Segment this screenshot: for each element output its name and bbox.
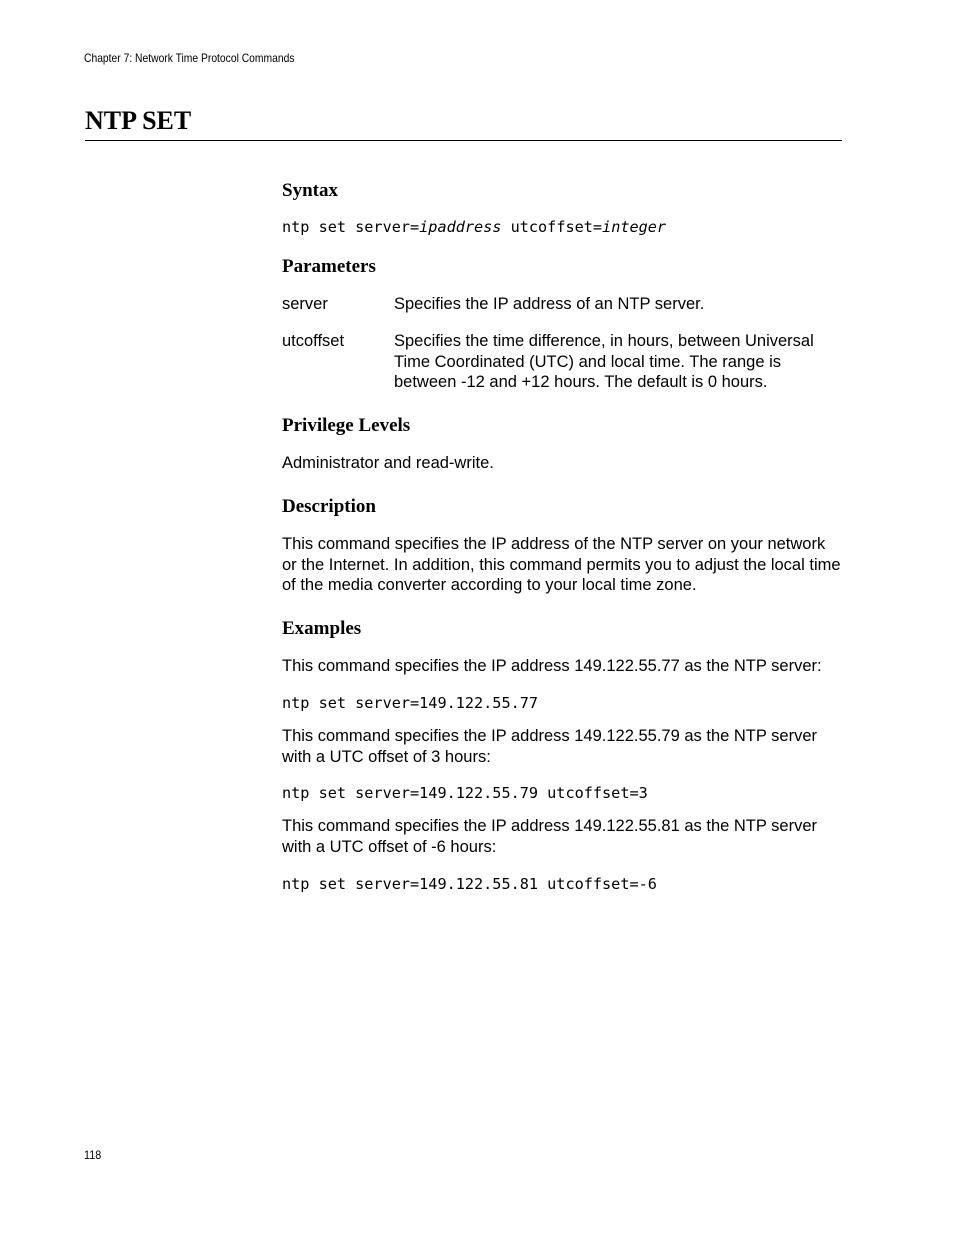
syntax-heading: Syntax (282, 180, 338, 201)
param-name-server: server (282, 295, 328, 313)
title-divider (85, 140, 842, 141)
example-2-text: This command specifies the IP address 149.122.55.79 as the NTP server with a UTC offset of 3 hours: (282, 727, 818, 766)
example-2-code: ntp set server=149.122.55.79 utcoffset=3 (282, 784, 648, 802)
privilege-heading: Privilege Levels (282, 415, 411, 436)
description-text: This command specifies the IP address of the NTP server on your network or the Internet. In addition, this command permits you to adjust the local time of the media converter according to your local time zone. (282, 535, 841, 594)
page-number: 118 (84, 1148, 102, 1162)
syntax-command (282, 217, 666, 237)
param-desc-server: Specifies the IP address of an NTP server. (394, 295, 705, 313)
running-header: Chapter 7: Network Time Protocol Commands (84, 51, 295, 65)
syntax-arg-ipaddress: ipaddress (419, 218, 502, 236)
param-name-utcoffset: utcoffset (282, 332, 345, 350)
param-desc-utcoffset: Specifies the time difference, in hours, between Universal Time Coordinated (UTC) and local time. The range is between -12 and +12 hours. The default is 0 hours. (394, 332, 814, 391)
syntax-command-prefix: ntp set server= (282, 218, 420, 236)
example-3-code: ntp set server=149.122.55.81 utcoffset=-6 (282, 875, 657, 893)
example-1-text: This command specifies the IP address 149.122.55.77 as the NTP server: (282, 657, 822, 675)
description-heading: Description (282, 496, 376, 517)
privilege-text: Administrator and read-write. (282, 454, 494, 472)
example-1-code: ntp set server=149.122.55.77 (282, 694, 539, 712)
syntax-arg-integer: integer (602, 218, 667, 236)
page-title: NTP SET (85, 106, 192, 135)
example-3-text: This command specifies the IP address 149.122.55.81 as the NTP server with a UTC offset of -6 hours: (282, 817, 818, 856)
syntax-command-mid: utcoffset= (501, 218, 603, 236)
parameters-heading: Parameters (282, 256, 376, 277)
examples-heading: Examples (282, 618, 362, 639)
